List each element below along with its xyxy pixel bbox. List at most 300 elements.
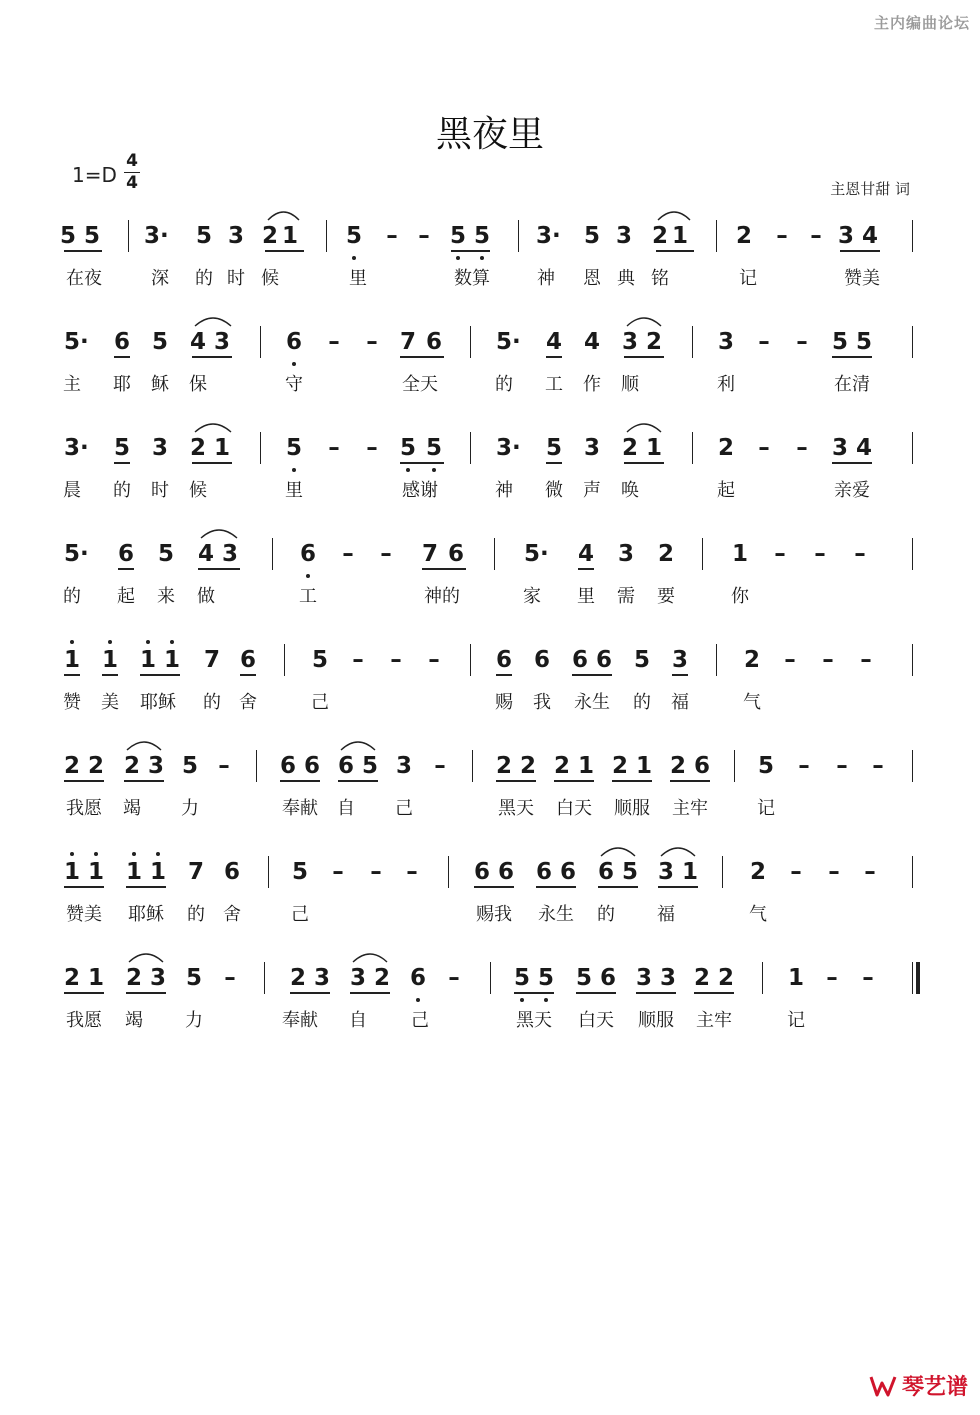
- barline: [912, 432, 913, 464]
- lyric: 时: [151, 480, 169, 501]
- lyric: 候: [189, 480, 207, 501]
- note: 5: [292, 859, 309, 885]
- lyric: 记: [757, 798, 775, 819]
- note: 2: [612, 753, 629, 779]
- underline: [636, 992, 676, 994]
- lyric: 候: [261, 268, 279, 289]
- note: 3: [222, 541, 239, 567]
- dash: –: [774, 541, 786, 567]
- lyric: 的: [597, 904, 615, 925]
- barline: [716, 644, 717, 676]
- lyricist-credit: 主恩甘甜 词: [830, 180, 910, 198]
- lyric: 的: [495, 374, 513, 395]
- tie-slur: [657, 208, 691, 222]
- note: 2: [658, 541, 675, 567]
- note: 1: [140, 647, 157, 673]
- dash: –: [406, 859, 418, 885]
- tie-slur: [200, 526, 238, 540]
- lyric: 力: [181, 798, 199, 819]
- note: 1: [164, 647, 181, 673]
- note: 6: [304, 753, 321, 779]
- lyric: 在清: [834, 374, 870, 395]
- barline: [494, 538, 495, 570]
- lyric: 力: [185, 1010, 203, 1031]
- note: 1: [214, 435, 231, 461]
- lyric: 微: [545, 480, 563, 501]
- underline: [350, 992, 390, 994]
- underline: [126, 886, 166, 888]
- note: 7: [204, 647, 221, 673]
- lyric: 顺服: [638, 1010, 674, 1031]
- barline: [470, 644, 471, 676]
- lyric: 舍: [223, 904, 241, 925]
- barline: [272, 538, 273, 570]
- dash: –: [758, 435, 770, 461]
- low-octave-dot: [480, 256, 484, 260]
- note: 2: [64, 753, 81, 779]
- lyric: 耶稣: [140, 692, 176, 713]
- dash: –: [370, 859, 382, 885]
- lyric: 福: [671, 692, 689, 713]
- lyric: 耶稣: [128, 904, 164, 925]
- dash: –: [428, 647, 440, 673]
- note: 6: [118, 541, 135, 567]
- note: 6: [286, 329, 303, 355]
- tie-slur: [267, 208, 300, 222]
- lyric: 福: [657, 904, 675, 925]
- note: 5: [114, 435, 131, 461]
- low-octave-dot: [432, 468, 436, 472]
- underline: [578, 568, 594, 570]
- dash: –: [434, 753, 446, 779]
- lyric: 竭: [125, 1010, 143, 1031]
- low-octave-dot: [456, 256, 460, 260]
- dash: –: [448, 965, 460, 991]
- note: 4: [862, 223, 879, 249]
- note: 1: [88, 965, 105, 991]
- underline: [126, 992, 166, 994]
- key-signature: 1=D: [72, 163, 117, 187]
- tie-slur: [194, 314, 232, 328]
- note: 5: [60, 223, 77, 249]
- underline: [546, 462, 562, 464]
- note: 5: [426, 435, 443, 461]
- barline: [284, 644, 285, 676]
- note: 4: [578, 541, 595, 567]
- note: 5: [634, 647, 651, 673]
- note: 5: [514, 965, 531, 991]
- note: 3·: [496, 435, 521, 461]
- dash: –: [814, 541, 826, 567]
- underline: [114, 462, 130, 464]
- barline: [448, 856, 449, 888]
- note: 2: [374, 965, 391, 991]
- dash: –: [864, 859, 876, 885]
- underline: [192, 462, 232, 464]
- note: 4: [546, 329, 563, 355]
- low-octave-dot: [416, 998, 420, 1002]
- lyric: 稣: [151, 374, 169, 395]
- dash: –: [418, 223, 430, 249]
- lyric: 里: [285, 480, 303, 501]
- dash: –: [810, 223, 822, 249]
- dash: –: [798, 753, 810, 779]
- lyric: 起: [717, 480, 735, 501]
- dash: –: [224, 965, 236, 991]
- note: 6: [280, 753, 297, 779]
- lyric: 晨: [63, 480, 81, 501]
- note: 5: [196, 223, 213, 249]
- underline: [64, 780, 104, 782]
- underline: [140, 674, 180, 676]
- note: 6: [536, 859, 553, 885]
- lyric: 在夜: [66, 268, 102, 289]
- barline: [128, 220, 129, 252]
- lyric: 我: [533, 692, 551, 713]
- underline: [290, 992, 330, 994]
- underline: [240, 674, 256, 676]
- lyric: 典: [617, 268, 635, 289]
- lyric: 赞美: [66, 904, 102, 925]
- note: 2: [520, 753, 537, 779]
- dash: –: [790, 859, 802, 885]
- note: 2: [554, 753, 571, 779]
- note: 3: [616, 223, 633, 249]
- underline: [64, 250, 102, 252]
- note: 3: [152, 435, 169, 461]
- lyric: 己: [311, 692, 329, 713]
- qin-logo-icon: [868, 1373, 898, 1399]
- note: 5: [158, 541, 175, 567]
- tie-slur: [128, 950, 164, 964]
- underline: [658, 886, 698, 888]
- underline: [451, 250, 490, 252]
- note: 2: [652, 223, 669, 249]
- note: 1: [672, 223, 689, 249]
- note: 3: [622, 329, 639, 355]
- barline: [470, 432, 471, 464]
- note: 3: [672, 647, 689, 673]
- logo-text: 琴艺谱: [901, 1375, 968, 1400]
- note: 2: [290, 965, 307, 991]
- note: 5: [576, 965, 593, 991]
- high-octave-dot: [156, 852, 160, 856]
- dash: –: [366, 435, 378, 461]
- note: 3·: [64, 435, 89, 461]
- dash: –: [352, 647, 364, 673]
- note: 3: [396, 753, 413, 779]
- dash: –: [860, 647, 872, 673]
- lyric: 铭: [651, 268, 669, 289]
- note: 1: [150, 859, 167, 885]
- lyric: 的: [113, 480, 131, 501]
- underline: [265, 250, 304, 252]
- note: 3: [150, 965, 167, 991]
- lyric: 时: [227, 268, 245, 289]
- note: 3: [228, 223, 245, 249]
- note: 3: [660, 965, 677, 991]
- note: 3: [584, 435, 601, 461]
- lyric: 唤: [621, 480, 639, 501]
- dash: –: [328, 329, 340, 355]
- dash: –: [854, 541, 866, 567]
- underline: [496, 674, 512, 676]
- lyric: 你: [731, 586, 749, 607]
- tie-slur: [126, 738, 162, 752]
- note: 1: [102, 647, 119, 673]
- note: 2: [694, 965, 711, 991]
- note: 5: [312, 647, 329, 673]
- note: 4: [198, 541, 215, 567]
- lyric: 恩: [583, 268, 601, 289]
- note: 2: [126, 965, 143, 991]
- lyric: 感谢: [402, 480, 438, 501]
- watermark: 主内编曲论坛: [873, 14, 970, 32]
- underline: [514, 992, 554, 994]
- lyric: 己: [411, 1010, 429, 1031]
- underline: [832, 356, 872, 358]
- underline: [670, 780, 710, 782]
- barline: [912, 644, 913, 676]
- barline: [734, 750, 735, 782]
- note: 2: [670, 753, 687, 779]
- time-signature-bottom: 4: [126, 173, 138, 193]
- note: 6: [410, 965, 427, 991]
- lyric: 里: [577, 586, 595, 607]
- lyric: 赐: [495, 692, 513, 713]
- note: 5: [84, 223, 101, 249]
- underline: [554, 780, 594, 782]
- lyric: 的: [187, 904, 205, 925]
- note: 6: [300, 541, 317, 567]
- low-octave-dot: [306, 574, 310, 578]
- underline: [832, 462, 872, 464]
- lyric: 我愿: [66, 1010, 102, 1031]
- note: 6: [338, 753, 355, 779]
- note: 5·: [524, 541, 549, 567]
- underline: [124, 780, 164, 782]
- note: 3: [832, 435, 849, 461]
- lyric: 白天: [578, 1010, 614, 1031]
- lyric: 工: [299, 586, 317, 607]
- lyric: 保: [189, 374, 207, 395]
- tie-slur: [626, 420, 662, 434]
- note: 5: [758, 753, 775, 779]
- note: 1: [788, 965, 805, 991]
- note: 5: [856, 329, 873, 355]
- lyric: 记: [739, 268, 757, 289]
- high-octave-dot: [94, 852, 98, 856]
- underline: [572, 674, 612, 676]
- note: 1: [64, 647, 81, 673]
- note: 5: [346, 223, 363, 249]
- dash: –: [822, 647, 834, 673]
- note: 3: [838, 223, 855, 249]
- dash: –: [796, 435, 808, 461]
- note: 5: [182, 753, 199, 779]
- note: 2: [190, 435, 207, 461]
- system-5: [0, 644, 980, 734]
- note: 2: [646, 329, 663, 355]
- lyric: 的: [633, 692, 651, 713]
- underline: [400, 462, 444, 464]
- barline: [692, 432, 693, 464]
- lyric: 里: [349, 268, 367, 289]
- note: 2: [622, 435, 639, 461]
- note: 4: [856, 435, 873, 461]
- note: 1: [636, 753, 653, 779]
- lyric: 神的: [424, 586, 460, 607]
- note: 6: [598, 859, 615, 885]
- lyric: 舍: [239, 692, 257, 713]
- system-8: [0, 962, 980, 1052]
- note: 1: [646, 435, 663, 461]
- note: 2: [496, 753, 513, 779]
- lyric: 全天: [402, 374, 438, 395]
- lyric: 自: [337, 798, 355, 819]
- lyric: 顺服: [614, 798, 650, 819]
- dash: –: [836, 753, 848, 779]
- note: 6: [572, 647, 589, 673]
- note: 1: [578, 753, 595, 779]
- note: 5: [186, 965, 203, 991]
- system-3: [0, 432, 980, 522]
- lyric: 家: [523, 586, 541, 607]
- lyric: 深: [151, 268, 169, 289]
- underline: [624, 356, 664, 358]
- underline: [598, 886, 638, 888]
- lyric: 黑天: [498, 798, 534, 819]
- lyric: 永生: [574, 692, 610, 713]
- underline: [338, 780, 378, 782]
- dash: –: [366, 329, 378, 355]
- lyric: 己: [395, 798, 413, 819]
- lyric: 声: [583, 480, 601, 501]
- lyric: 自: [349, 1010, 367, 1031]
- note: 3·: [144, 223, 169, 249]
- system-6: [0, 750, 980, 840]
- note: 7: [422, 541, 439, 567]
- underline: [114, 356, 130, 358]
- lyric: 永生: [538, 904, 574, 925]
- note: 2: [718, 965, 735, 991]
- note: 3: [314, 965, 331, 991]
- high-octave-dot: [70, 852, 74, 856]
- note: 4: [190, 329, 207, 355]
- lyric: 主: [63, 374, 81, 395]
- note: 5: [832, 329, 849, 355]
- dash: –: [342, 541, 354, 567]
- lyric: 的: [195, 268, 213, 289]
- note: 6: [694, 753, 711, 779]
- lyric: 奉献: [282, 1010, 318, 1031]
- lyric: 赐我: [476, 904, 512, 925]
- high-octave-dot: [132, 852, 136, 856]
- dash: –: [796, 329, 808, 355]
- site-logo: [868, 1370, 968, 1401]
- dash: –: [872, 753, 884, 779]
- underline: [64, 674, 80, 676]
- dash: –: [776, 223, 788, 249]
- note: 6: [114, 329, 131, 355]
- note: 3: [350, 965, 367, 991]
- system-1: [0, 220, 980, 310]
- barline: [264, 962, 265, 994]
- note: 5·: [496, 329, 521, 355]
- note: 5: [584, 223, 601, 249]
- note: 2: [262, 223, 279, 249]
- dash: –: [390, 647, 402, 673]
- underline: [536, 886, 576, 888]
- note: 4: [584, 329, 601, 355]
- dash: –: [784, 647, 796, 673]
- barline: [912, 538, 913, 570]
- low-octave-dot: [544, 998, 548, 1002]
- lyric: 主牢: [696, 1010, 732, 1031]
- note: 3: [718, 329, 735, 355]
- note: 3·: [536, 223, 561, 249]
- lyric: 来: [157, 586, 175, 607]
- underline: [280, 780, 320, 782]
- note: 2: [736, 223, 753, 249]
- high-octave-dot: [108, 640, 112, 644]
- high-octave-dot: [70, 640, 74, 644]
- underline: [840, 250, 880, 252]
- barline: [912, 856, 913, 888]
- note: 5: [546, 435, 563, 461]
- lyric: 竭: [123, 798, 141, 819]
- barline: [692, 326, 693, 358]
- underline: [496, 780, 536, 782]
- system-4: [0, 538, 980, 628]
- note: 5: [286, 435, 303, 461]
- underline: [192, 356, 232, 358]
- note: 1: [126, 859, 143, 885]
- note: 6: [596, 647, 613, 673]
- barline: [702, 538, 703, 570]
- note: 6: [240, 647, 257, 673]
- note: 2: [88, 753, 105, 779]
- barline: [912, 750, 913, 782]
- note: 2: [744, 647, 761, 673]
- underline: [198, 568, 240, 570]
- note: 6: [426, 329, 443, 355]
- underline: [422, 568, 466, 570]
- underline: [118, 568, 134, 570]
- note: 2: [750, 859, 767, 885]
- dash: –: [862, 965, 874, 991]
- lyric: 作: [583, 374, 601, 395]
- system-2: [0, 326, 980, 416]
- underline: [102, 674, 118, 676]
- note: 5: [152, 329, 169, 355]
- barline: [472, 750, 473, 782]
- barline: [268, 856, 269, 888]
- time-signature: [122, 152, 142, 193]
- lyric: 的: [203, 692, 221, 713]
- note: 1: [732, 541, 749, 567]
- dash: –: [386, 223, 398, 249]
- underline: [64, 886, 104, 888]
- note: 2: [124, 753, 141, 779]
- note: 6: [534, 647, 551, 673]
- final-barline: [912, 962, 920, 994]
- note: 5: [400, 435, 417, 461]
- underline: [612, 780, 652, 782]
- lyric: 赞: [63, 692, 81, 713]
- barline: [912, 220, 913, 252]
- note: 3: [214, 329, 231, 355]
